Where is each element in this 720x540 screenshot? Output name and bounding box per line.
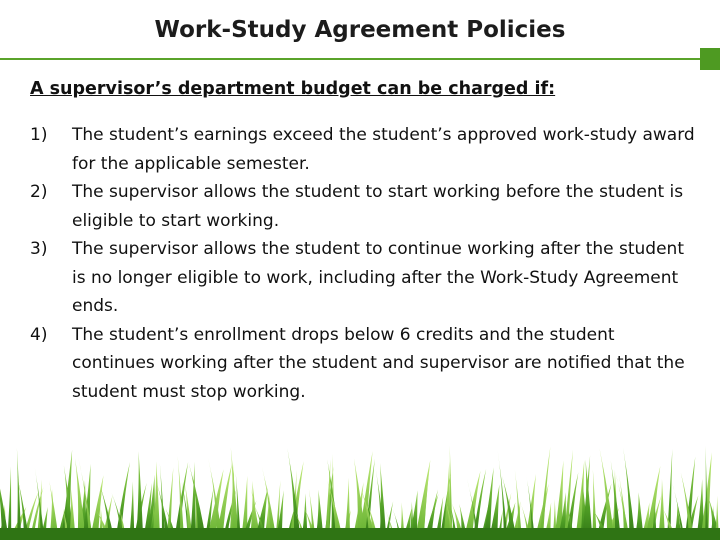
slide-title: Work-Study Agreement Policies (154, 17, 566, 43)
list-item (30, 321, 700, 407)
grass-blades (0, 446, 720, 540)
accent-bar (700, 48, 720, 70)
list-item-number: 4) (30, 324, 48, 345)
grass-blade (584, 459, 593, 540)
list-item-text: The student’s earnings exceed the student’s approved work-study award for the applicable semester. (72, 125, 695, 174)
grass-base (0, 528, 720, 540)
grass-blade (136, 451, 143, 540)
list-item (30, 235, 700, 321)
section-subheading: A supervisor’s department budget can be charged if: (30, 79, 556, 99)
policy-list (30, 121, 700, 406)
list-item-number: 1) (30, 125, 48, 145)
grass-illustration (0, 440, 720, 540)
list-item-number: 3) (30, 239, 48, 259)
list-item-text: The supervisor allows the student to continue working after the student is no longer eligible to work, including after the Work-Study Agreement ends. (72, 239, 684, 316)
grass-blade (498, 450, 508, 540)
list-item-number: 2) (30, 182, 48, 202)
list-item-text: The student’s enrollment drops below 6 credits and the student continues working after the student and supervisor are notified that the student must stop working. (72, 324, 685, 402)
list-item (30, 178, 700, 235)
list-item (30, 121, 700, 178)
list-item-text: The supervisor allows the student to start working before the student is eligible to start working. (72, 182, 684, 231)
title-divider (0, 58, 720, 60)
